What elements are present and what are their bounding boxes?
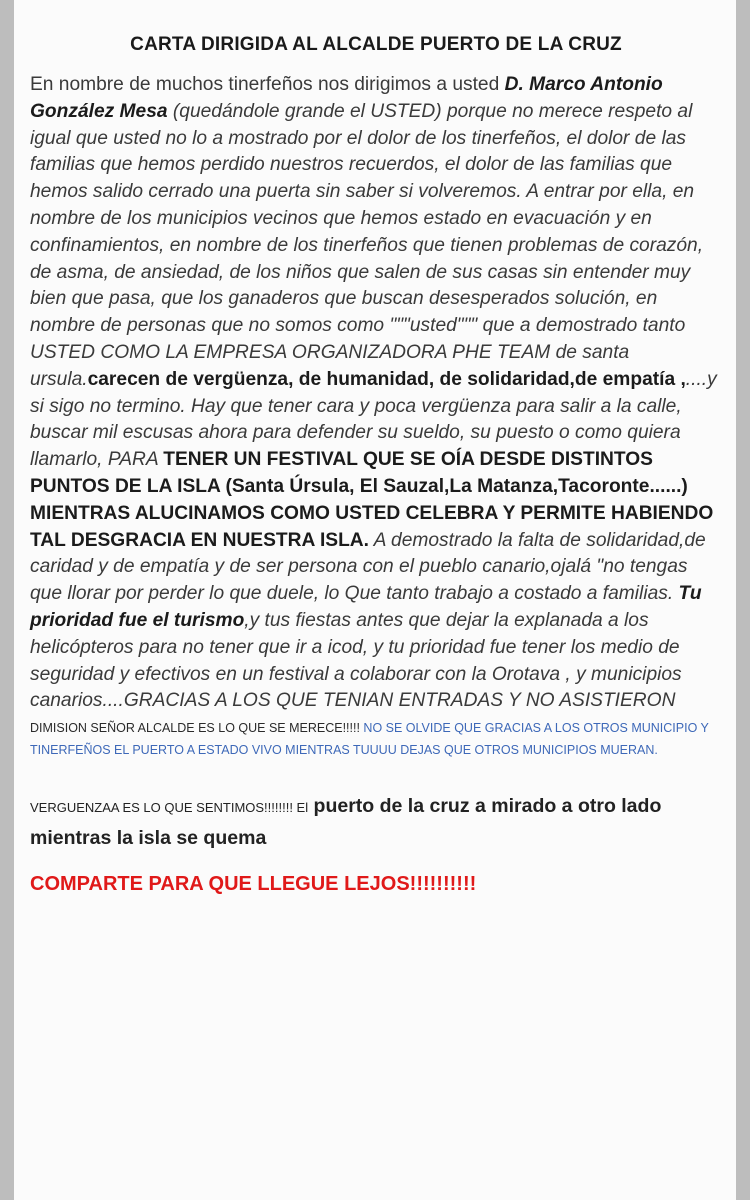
bold-caps-text: TENER UN FESTIVAL QUE SE OÍA DESDE DISTINTOS PUNTOS DE LA ISLA (Santa Úrsula, El Sauzal,La Matanza,Tacoronte......) MIENTRAS ALUCINAMOS COMO USTED CELEBRA Y PERMITE HABIENDO TAL DESGRACIA EN NUESTRA ISLA. [30,449,714,551]
bold-text-1: carecen de vergüenza, de humanidad, de solidaridad,de empatía , [87,368,686,390]
body-text-4: ,y tus fiestas antes que dejar la explanada a los helicópteros para no tener que ir a icod, y tu prioridad fue tener los medio de seguridad y efectivos en un festival a colaborar con la Orotava , y municipios canarios....GRACIAS A LOS QUE TENIAN ENTRADAS Y NO ASISTIERON [30,609,682,712]
body-text-2: ....y si sigo no termino. Hay que tener cara y poca vergüenza para salir a la calle, buscar mil escusas ahora para defender su sueldo, su puesto o como quiera llamarlo, PARA [30,368,717,471]
bold-text-2: Tu prioridad fue el turismo [30,583,702,631]
right-edge [736,0,750,1200]
letter-title: CARTA DIRIGIDA AL ALCALDE PUERTO DE LA CRUZ [130,34,622,55]
left-edge [0,0,14,1200]
dimision-text: DIMISION SEÑOR ALCALDE ES LO QUE SE MERECE!!!!! [30,721,360,736]
intro-text: En nombre de muchos tinerfeños nos dirigimos a usted [30,74,505,95]
shame-small-text: VERGUENZAA ES LO QUE SENTIMOS!!!!!!!! El [30,800,309,816]
shame-line [30,791,722,855]
shame-big-text: puerto de la cruz a mirado a otro lado mientras la isla se quema [30,795,662,850]
letter-body [30,72,722,715]
body-text-1: (quedándole grande el USTED) porque no merece respeto al igual que usted no lo a mostrado por el dolor de los tinerfeños, el dolor de las familias que hemos perdido nuestros recuerdos, el dolor de las familias que hemos salido cerrado una puerta sin saber si volveremos. A entrar por ella, en nombre de los municipios vecinos que hemos estado en evacuación y en confinamientos, en nombre de los tinerfeños que tienen problemas de corazón, de asma, de ansiedad, de los niños que salen de sus casas sin entender muy bien que pasa, que los ganaderos que buscan desesperados solución, en nombre de personas que no somos como """usted""" que a demostrado tanto USTED COMO LA EMPRESA ORGANIZADORA PHE TEAM de santa ursula. [30,100,704,390]
letter-page [14,0,736,1200]
dimision-line [30,717,722,761]
body-text-3: A demostrado la falta de solidaridad,de caridad y de empatía y de ser persona con el pueblo canario,ojalá "no tengas que llorar por perder lo que duele, lo Que tanto trabajo a costado a familias. [30,529,706,605]
share-call: COMPARTE PARA QUE LLEGUE LEJOS!!!!!!!!!! [30,873,477,896]
mayor-name: D. Marco Antonio González Mesa [30,74,663,122]
blue-note: NO SE OLVIDE QUE GRACIAS A LOS OTROS MUNICIPIO Y TINERFEÑOS EL PUERTO A ESTADO VIVO MIENTRAS TUUUU DEJAS QUE OTROS MUNICIPIOS MUERAN. [30,721,709,758]
